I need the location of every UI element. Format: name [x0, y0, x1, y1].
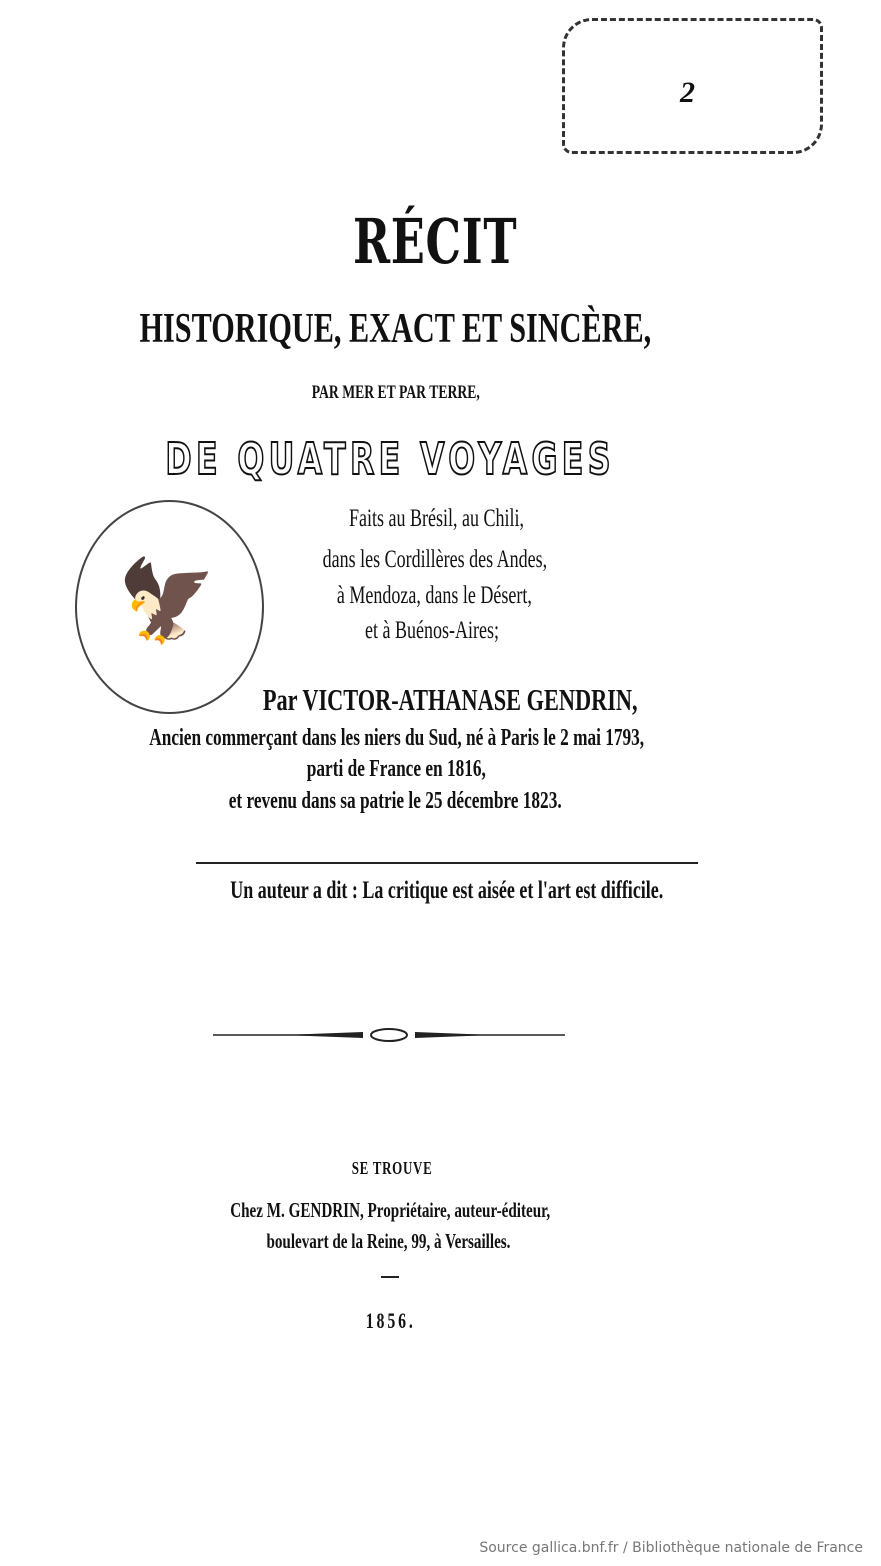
eagle-icon: 🦅	[117, 558, 217, 646]
bio-line: Ancien commerçant dans les niers du Sud, né à Paris le 2 mai 1793,	[149, 725, 644, 751]
publication-year: 1856.	[365, 1308, 416, 1333]
subtitle: HISTORIQUE, EXACT ET SINCÈRE,	[139, 306, 652, 352]
publisher-line: Chez M. GENDRIN, Propriétaire, auteur-éditeur,	[230, 1198, 551, 1222]
legal-deposit-stamp	[562, 18, 823, 154]
place-line: et à Buénos-Aires;	[365, 617, 500, 644]
voyages-heading: DE QUATRE VOYAGES	[165, 434, 616, 485]
place-line: dans les Cordillères des Andes,	[322, 546, 547, 573]
epigraph-quote: Un auteur a dit : La critique est aisée et l'art est difficile.	[229, 877, 664, 904]
short-dash	[381, 1276, 399, 1278]
ornament-divider	[213, 1028, 565, 1042]
author-line: Par VICTOR-ATHANASE GENDRIN,	[263, 682, 638, 717]
divider-rule	[196, 862, 698, 864]
page-title: RÉCIT	[353, 205, 518, 278]
publisher-heading: SE TROUVE	[352, 1158, 433, 1178]
bio-line: et revenu dans sa patrie le 25 décembre 1823.	[229, 788, 562, 814]
source-footer: Source gallica.bnf.fr / Bibliothèque nationale de France	[479, 1540, 863, 1556]
travel-byline: PAR MER ET PAR TERRE,	[311, 382, 480, 403]
bio-line: parti de France en 1816,	[306, 756, 487, 782]
place-line: Faits au Brésil, au Chili,	[348, 505, 524, 532]
publisher-address: boulevart de la Reine, 99, à Versailles.	[266, 1229, 511, 1253]
place-line: à Mendoza, dans le Désert,	[337, 582, 532, 609]
stamp-number: 2	[680, 76, 695, 109]
